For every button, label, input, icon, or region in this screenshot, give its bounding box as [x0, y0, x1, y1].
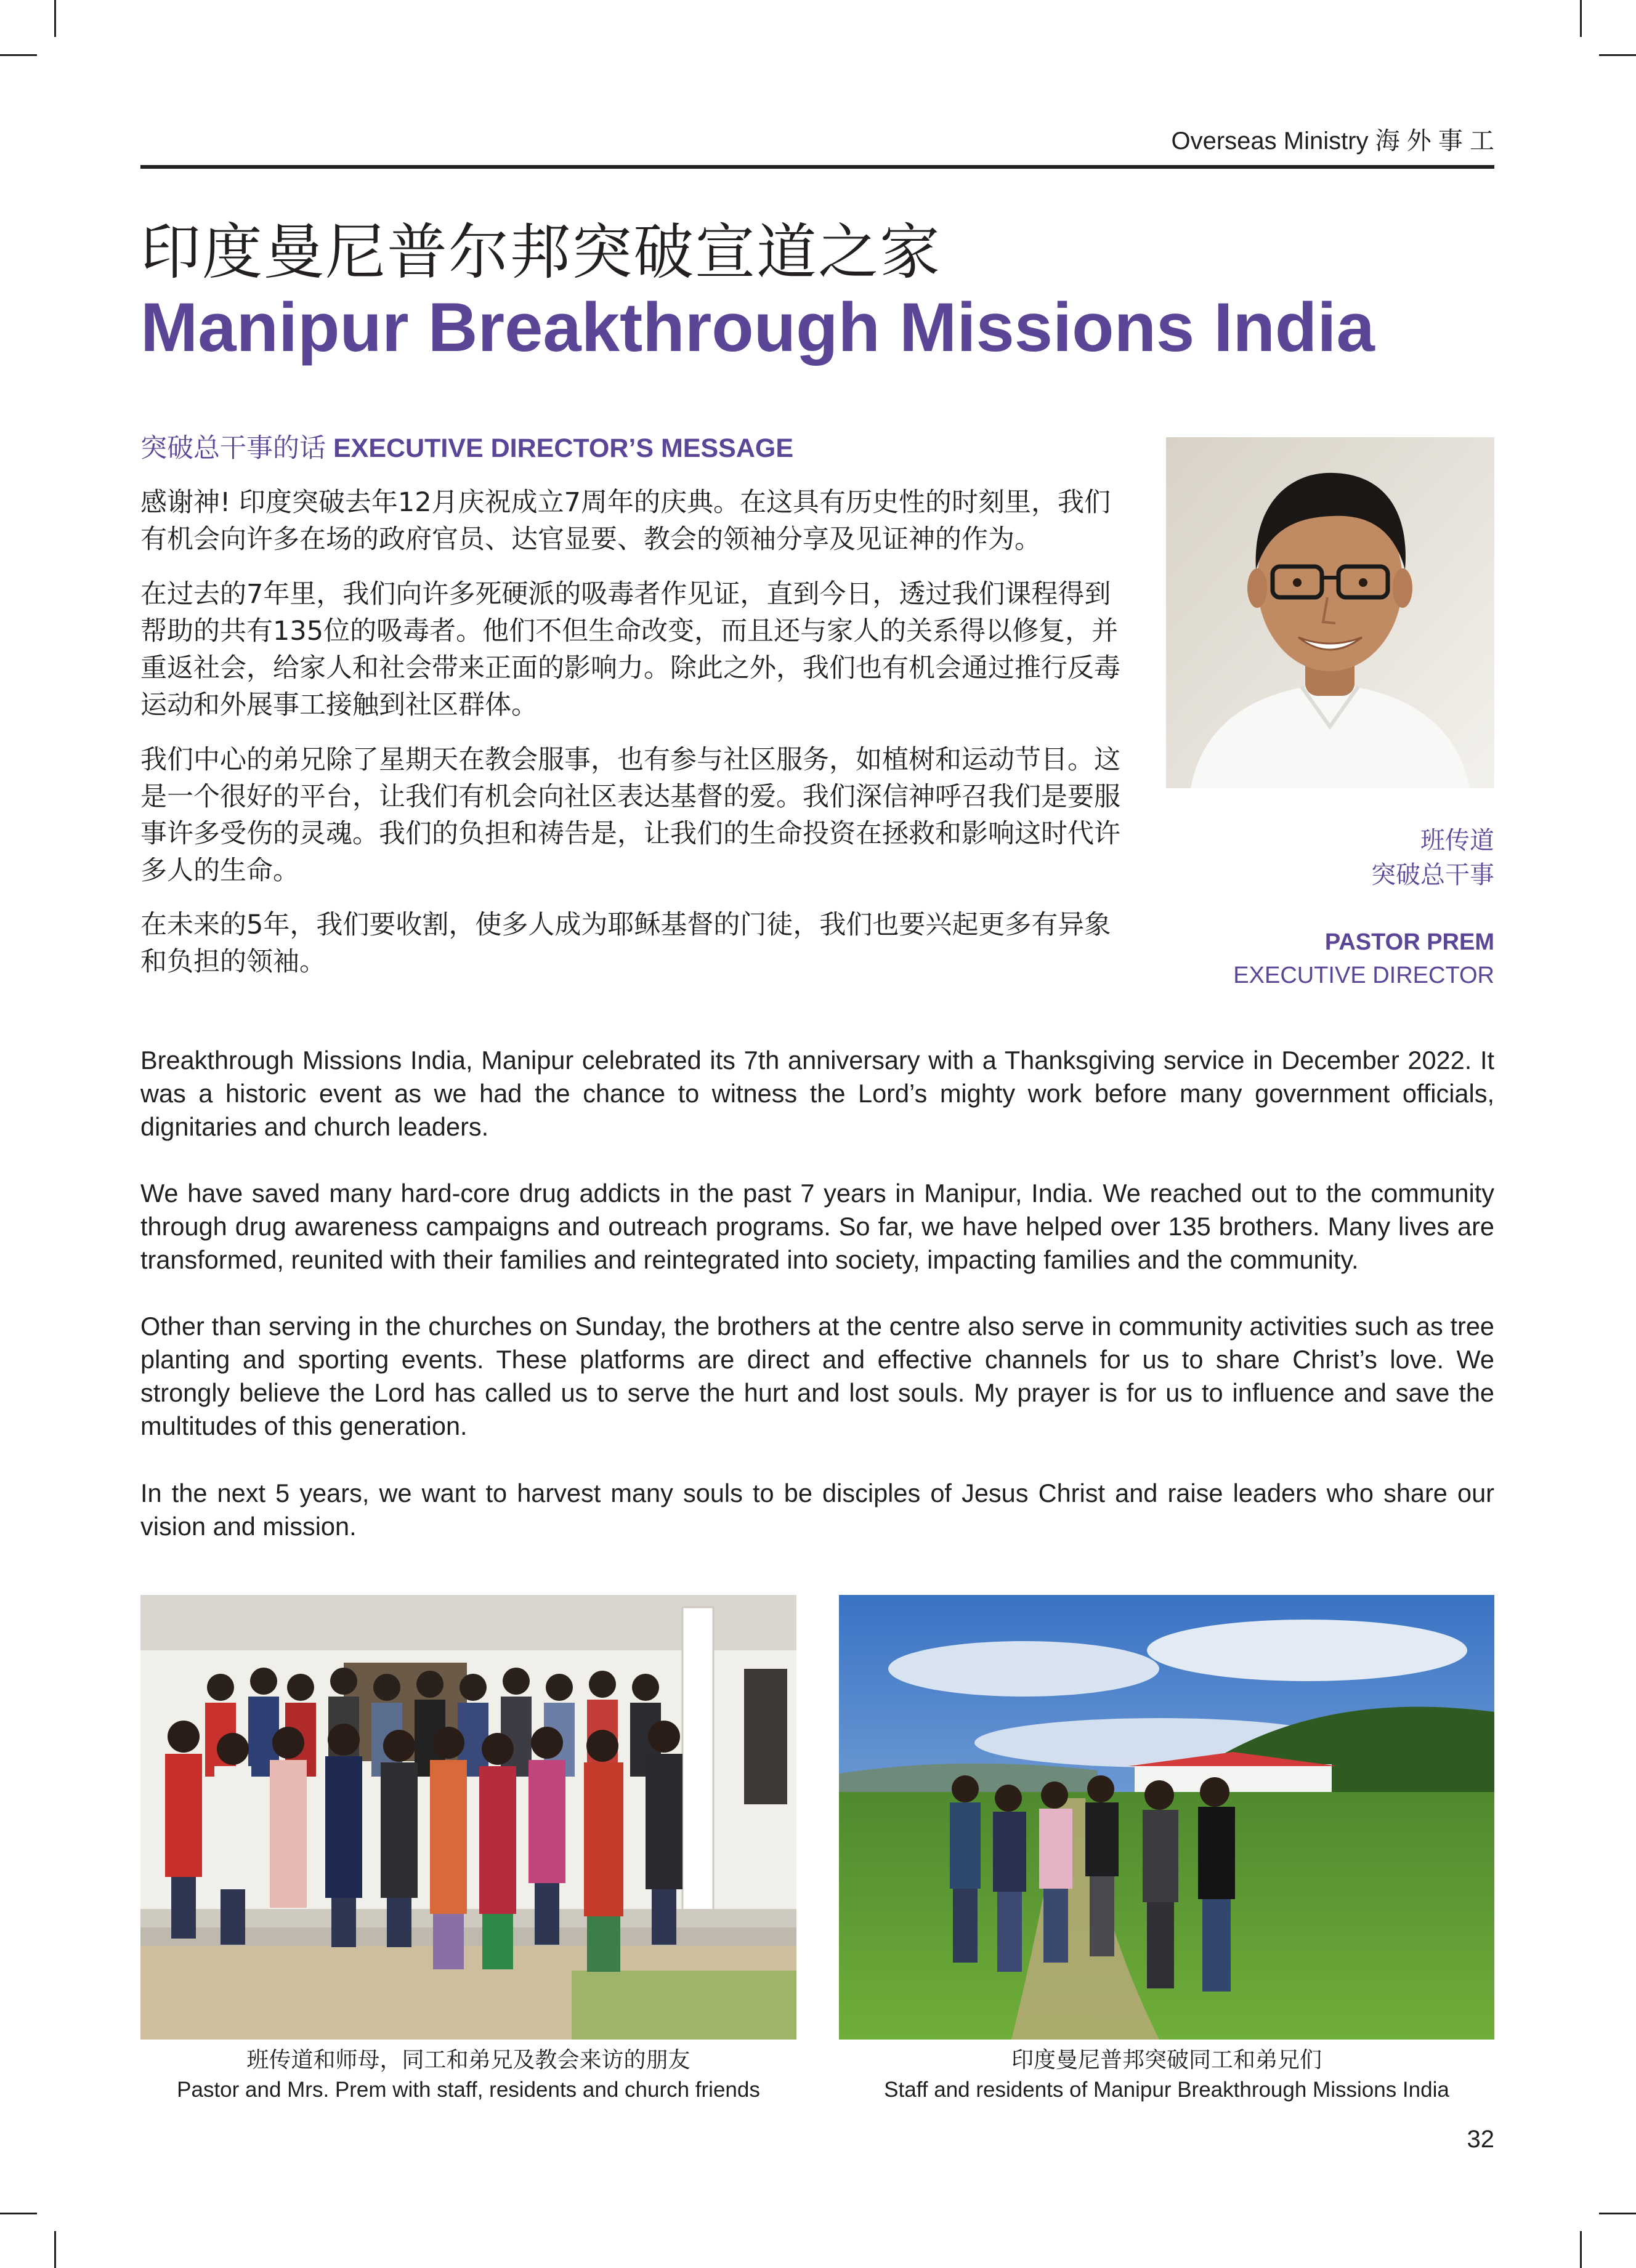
page-title-english: Manipur Breakthrough Missions India [140, 289, 1375, 366]
photo-caption-chinese: 印度曼尼普邦突破同工和弟兄们 [1011, 2048, 1322, 2073]
message-heading [140, 431, 793, 466]
english-paragraph: Breakthrough Missions India, Manipur celebrated its 7th anniversary with a Thanksgiving service in December 2022. It was a historic event as we had the chance to witness the Lord’s mighty work before many government officials, dignitaries and church leaders. [140, 1046, 1494, 1141]
photo-caption-english: Pastor and Mrs. Prem with staff, residents and church friends [177, 2078, 760, 2102]
chinese-paragraph: 我们中心的弟兄除了星期天在教会服事，也有参与社区服务，如植树和运动节目。这是一个很好的平台，让我们有机会向社区表达基督的爱。我们深信神呼召我们是要服事许多受伤的灵魂。我们的负担和祷告是，让我们的生命投资在拯救和影响这时代许多人的生命。 [140, 745, 1120, 886]
crop-mark [0, 2213, 37, 2214]
crop-mark [1580, 2231, 1582, 2268]
portrait-title-chinese: 突破总干事 [1371, 861, 1494, 889]
message-heading-chinese: 突破总干事的话 [140, 433, 326, 464]
photo-caption-chinese: 班传道和师母，同工和弟兄及教会来访的朋友 [246, 2048, 690, 2073]
section-label: Overseas Ministry 海 外 事 工 [1171, 127, 1494, 155]
crop-mark [54, 2231, 56, 2268]
chinese-paragraph: 感谢神! 印度突破去年12月庆祝成立7周年的庆典。在这具有历史性的时刻里，我们有机会向许多在场的政府官员、达官显要、教会的领袖分享及见证神的作为。 [140, 487, 1111, 555]
page-number: 32 [1467, 2126, 1494, 2153]
crop-mark [1580, 0, 1582, 37]
portrait-name-english: PASTOR PREM [1324, 929, 1494, 955]
portrait-title-english: EXECUTIVE DIRECTOR [1233, 962, 1494, 988]
chinese-paragraph: 在过去的7年里，我们向许多死硬派的吸毒者作见证，直到今日，透过我们课程得到帮助的共有135位的吸毒者。他们不但生命改变，而且还与家人的关系得以修复，并重返社会，给家人和社会带来正面的影响力。除此之外，我们也有机会通过推行反毒运动和外展事工接触到社区群体。 [140, 579, 1120, 720]
crop-mark [54, 0, 56, 37]
group-photo-field [839, 1595, 1494, 2040]
message-heading-english: EXECUTIVE DIRECTOR’S MESSAGE [333, 434, 794, 463]
page-title-chinese: 印度曼尼普尔邦突破宣道之家 [140, 217, 942, 288]
english-paragraph: We have saved many hard-core drug addicts in the past 7 years in Manipur, India. We reached out to the community through drug awareness campaigns and outreach programs. So far, we have helped over 135 brothers. Many lives are transformed, reunited with their families and reintegrated into society, impacting families and the community. [140, 1179, 1494, 1274]
portrait-name-chinese: 班传道 [1420, 826, 1494, 855]
english-paragraph: Other than serving in the churches on Sunday, the brothers at the centre also serve in community activities such as tree planting and sporting events. These platforms are direct and effective channels for us to share Christ’s love. We strongly believe the Lord has called us to serve the hurt and lost souls. My prayer is for us to influence and save the multitudes of this generation. [140, 1312, 1494, 1440]
portrait-photo [1166, 437, 1494, 788]
group-photo-church [140, 1595, 796, 2040]
header-rule [140, 165, 1494, 169]
photo-caption-english: Staff and residents of Manipur Breakthrough Missions India [884, 2078, 1449, 2102]
crop-mark [1599, 2213, 1636, 2214]
chinese-paragraph: 在未来的5年，我们要收割，使多人成为耶稣基督的门徒，我们也要兴起更多有异象和负担的领袖。 [140, 910, 1111, 977]
crop-mark [1599, 54, 1636, 56]
crop-mark [0, 54, 37, 56]
english-paragraph: In the next 5 years, we want to harvest many souls to be disciples of Jesus Christ and raise leaders who share our vision and mission. [140, 1479, 1494, 1541]
